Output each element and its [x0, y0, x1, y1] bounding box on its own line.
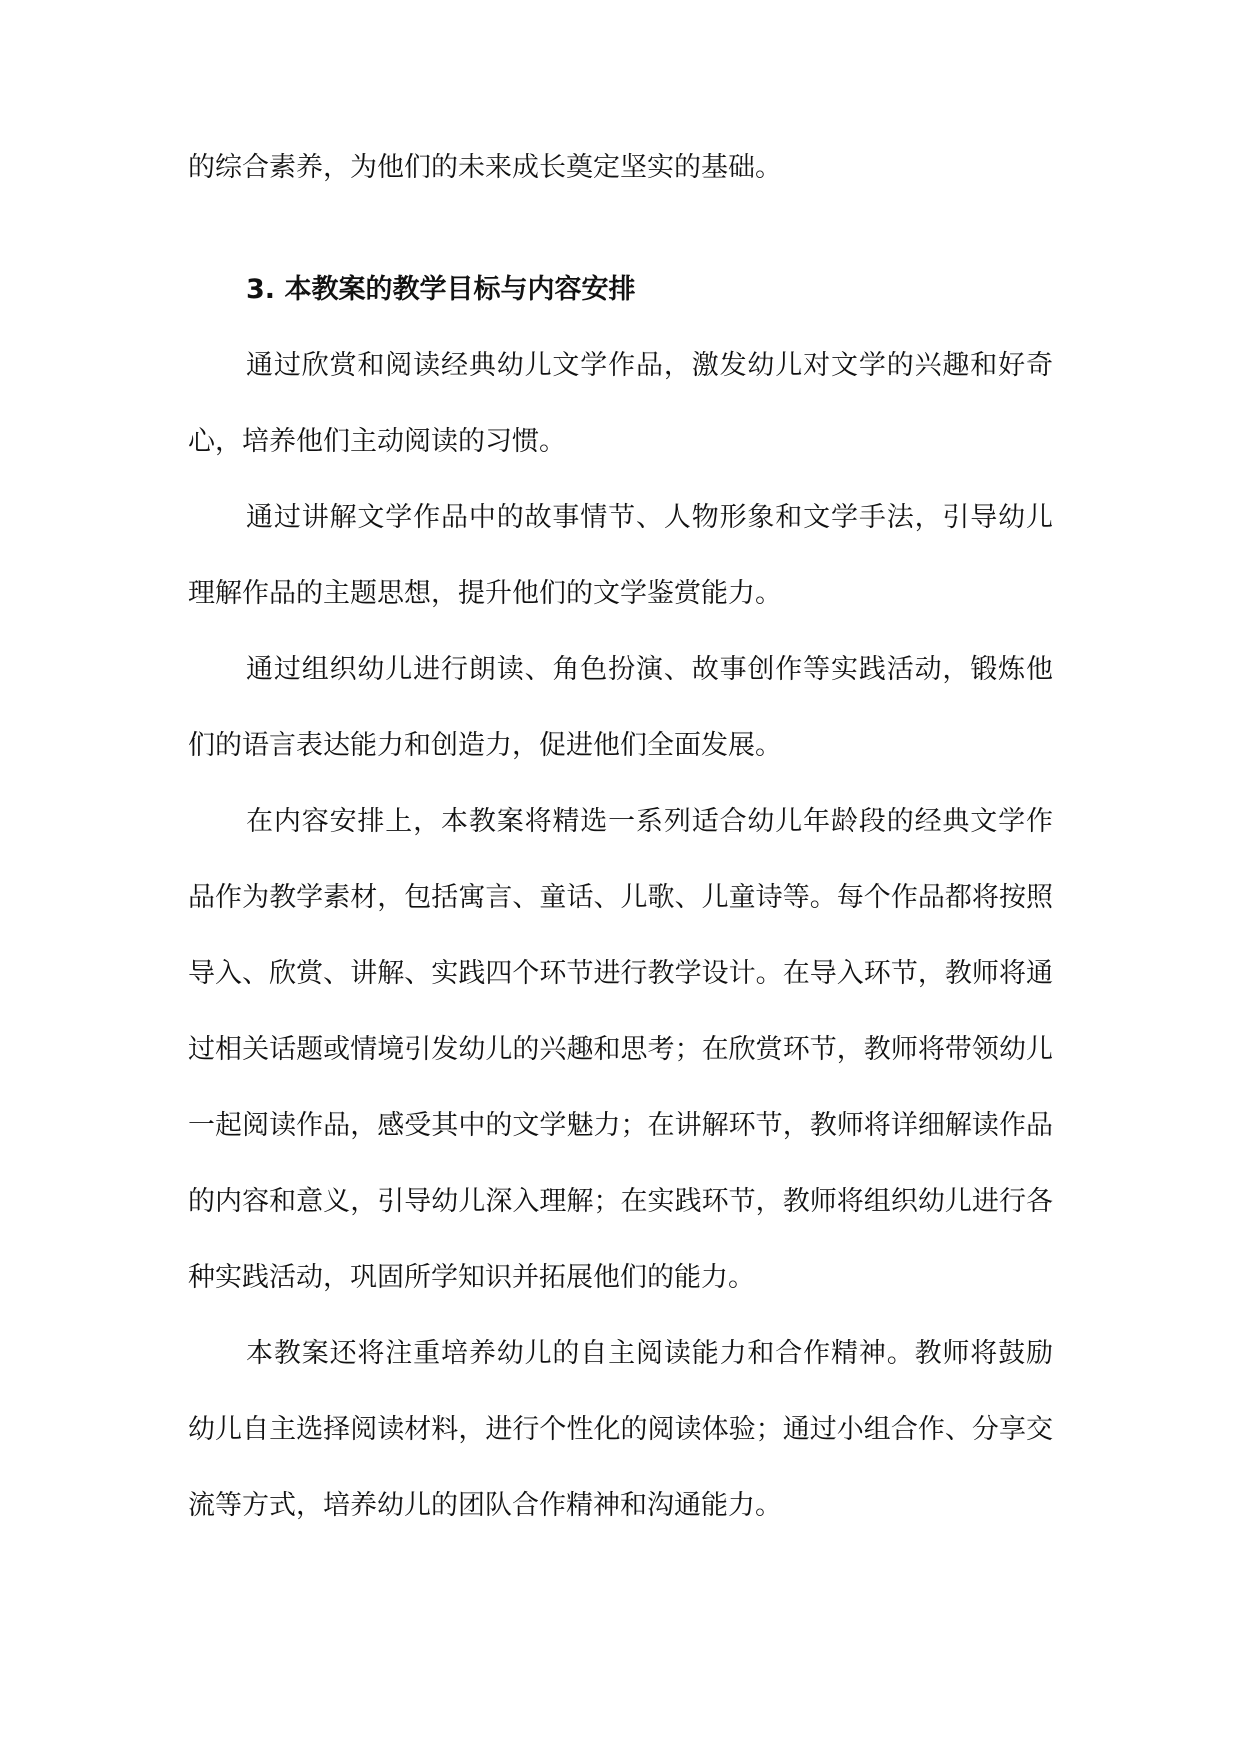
continuation-paragraph: 的综合素养，为他们的未来成长奠定坚实的基础。 [188, 152, 782, 183]
document-body [188, 130, 1053, 1544]
paragraph-goal-appreciation: 通过讲解文学作品中的故事情节、人物形象和文学手法，引导幼儿理解作品的主题思想，提升他们的文学鉴赏能力。 [188, 502, 1053, 609]
section-heading: 3. 本教案的教学目标与内容安排 [246, 274, 636, 305]
paragraph-goal-practice: 通过组织幼儿进行朗读、角色扮演、故事创作等实践活动，锻炼他们的语言表达能力和创造力，促进他们全面发展。 [188, 654, 1053, 761]
paragraph-content-arrangement: 在内容安排上，本教案将精选一系列适合幼儿年龄段的经典文学作品作为教学素材，包括寓言、童话、儿歌、儿童诗等。每个作品都将按照导入、欣赏、讲解、实践四个环节进行教学设计。在导入环节，教师将通过相关话题或情境引发幼儿的兴趣和思考；在欣赏环节，教师将带领幼儿一起阅读作品，感受其中的文学魅力；在讲解环节，教师将详细解读作品的内容和意义，引导幼儿深入理解；在实践环节，教师将组织幼儿进行各种实践活动，巩固所学知识并拓展他们的能力。 [188, 806, 1053, 1293]
paragraph-goal-interest: 通过欣赏和阅读经典幼儿文学作品，激发幼儿对文学的兴趣和好奇心，培养他们主动阅读的习惯。 [188, 350, 1053, 457]
paragraph-cooperation: 本教案还将注重培养幼儿的自主阅读能力和合作精神。教师将鼓励幼儿自主选择阅读材料，进行个性化的阅读体验；通过小组合作、分享交流等方式，培养幼儿的团队合作精神和沟通能力。 [188, 1338, 1053, 1521]
